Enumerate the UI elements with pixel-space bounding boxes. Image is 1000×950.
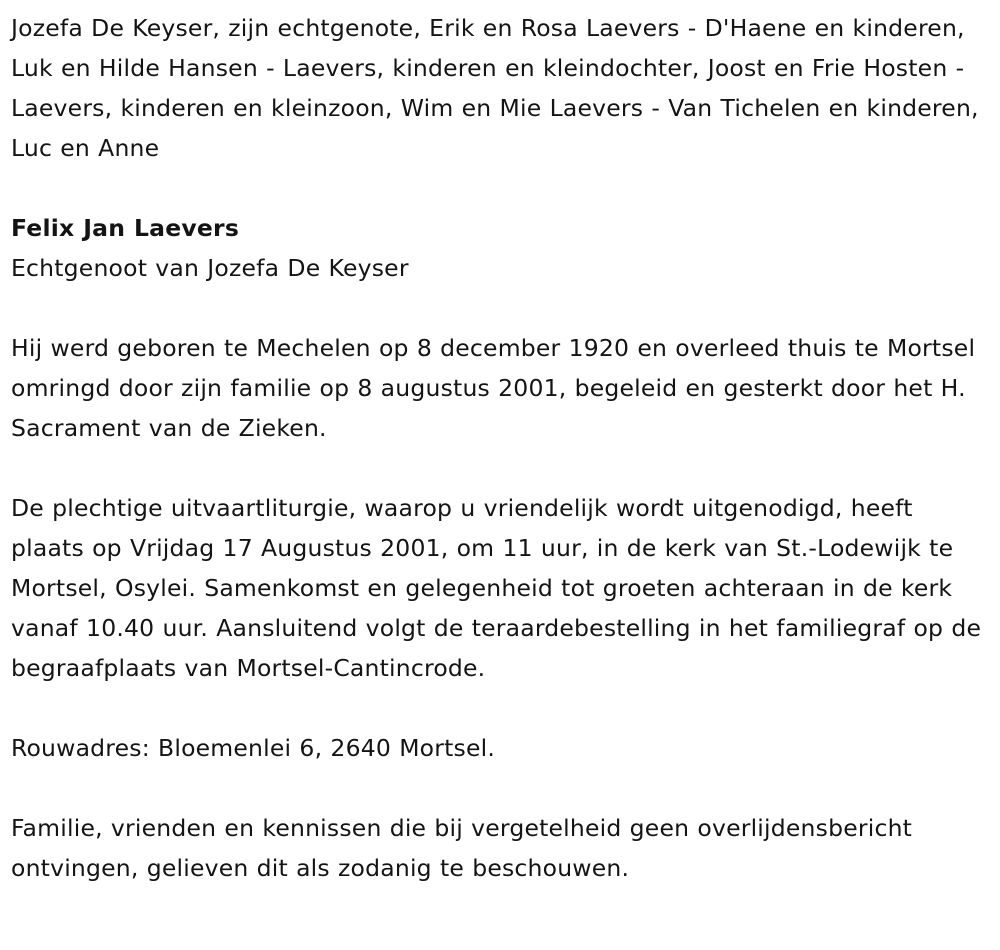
spouse-line: Echtgenoot van Jozefa De Keyser	[11, 254, 409, 282]
address-line: Rouwadres: Bloemenlei 6, 2640 Mortsel.	[11, 734, 496, 762]
death-notice	[11, 8, 986, 888]
deceased-name: Felix Jan Laevers	[11, 214, 240, 242]
funeral-paragraph: De plechtige uitvaartliturgie, waarop u vriendelijk wordt uitgenodigd, heeft plaats op Vrijdag 17 Augustus 2001, om 11 uur, in de kerk van St.-Lodewijk te Mortsel, Osylei. Samenkomst en gelegenheid tot groeten achteraan in de kerk vanaf 10.40 uur. Aansluitend volgt de teraardebestelling in het familiegraf op de begraafplaats van Mortsel-Cantincrode.	[11, 494, 982, 682]
birth-death-paragraph: Hij werd geboren te Mechelen op 8 december 1920 en overleed thuis te Mortsel omringd door zijn familie op 8 augustus 2001, begeleid en gesterkt door het H. Sacrament van de Zieken.	[11, 334, 976, 442]
family-paragraph: Jozefa De Keyser, zijn echtgenote, Erik en Rosa Laevers - D'Haene en kinderen, Luk en Hilde Hansen - Laevers, kinderen en kleindochter, Joost en Frie Hosten - Laevers, kinderen en kleinzoon, Wim en Mie Laevers - Van Tichelen en kinderen, Luc en Anne	[11, 14, 979, 162]
closing-paragraph: Familie, vrienden en kennissen die bij vergetelheid geen overlijdensbericht ontvingen, gelieven dit als zodanig te beschouwen.	[11, 814, 913, 882]
